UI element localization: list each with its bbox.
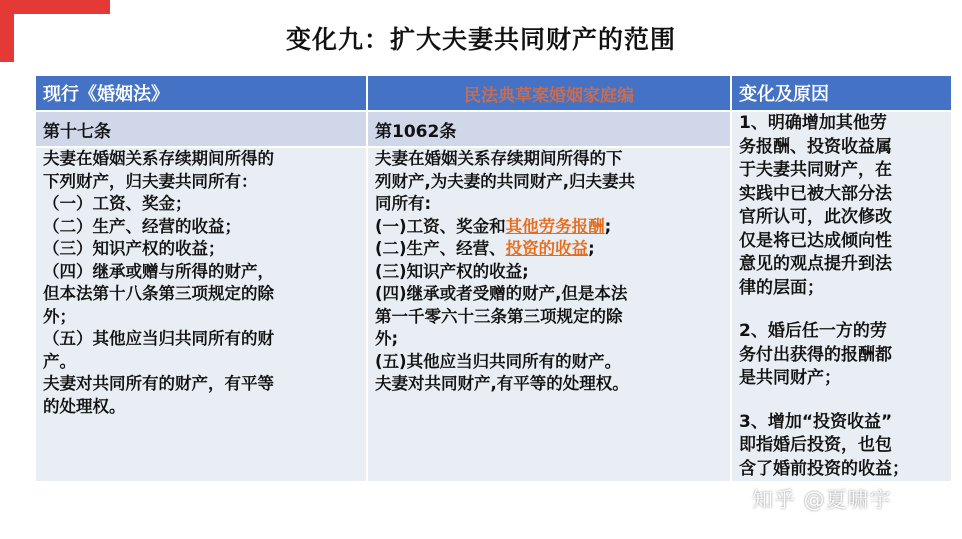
old-law-text: 夫妻在婚姻关系存续期间所得的 下列财产，归夫妻共同所有： （一）工资、奖金； （二）生产、经营的收益； （三）知识产权的收益； （四）继承或赠与所得的财产， 但本法第十八条第三项规定的除 外； （五）其他应当归共同所有的财 产。 夫妻对共同所有的财产，有平等 的处理权。 — [35, 147, 367, 482]
highlight-labor-pay: 其他劳务报酬 — [505, 216, 605, 236]
article-new: 第1062条 — [367, 111, 731, 147]
header-draft-code: 民法典草案婚姻家庭编 — [367, 75, 731, 111]
header-row — [35, 75, 952, 111]
comparison-table — [34, 74, 953, 483]
header-changes: 变化及原因 — [731, 75, 952, 111]
watermark: 知乎 @夏啸宇 — [752, 488, 892, 512]
article-old: 第十七条 — [35, 111, 367, 147]
header-current-law: 现行《婚姻法》 — [35, 75, 367, 111]
changes-cell: 1、明确增加其他劳 务报酬、投资收益属 于夫妻共同财产，在 实践中已被大部分法 官所认可，此次修改 仅是将已达成倾向性 意见的观点提升到法 律的层面； 2、婚后任一方的劳 务付出获得的报酬都 是共同财产； 3、增加“投资收益” 即指婚后投资，也包 含了婚前投资的收益； — [731, 111, 952, 482]
highlight-investment-income: 投资的收益 — [505, 239, 589, 258]
article-row — [35, 111, 952, 147]
slide-title: 变化九：扩大夫妻共同财产的范围 — [285, 25, 676, 54]
new-law-text: 夫妻在婚姻关系存续期间所得的下 列财产,为夫妻的共同财产,归夫妻共 同所有: (一)工资、奖金和其他劳务报酬; (二)生产、经营、投资的收益; (三)知识产权的收益; (四)继承或者受赠的财产,但是本法 第一千零六十三条第三项规定的除 外; (五)其他应当归共同所有的财产。 夫妻对共同财产,有平等的处理权。 — [367, 147, 731, 482]
